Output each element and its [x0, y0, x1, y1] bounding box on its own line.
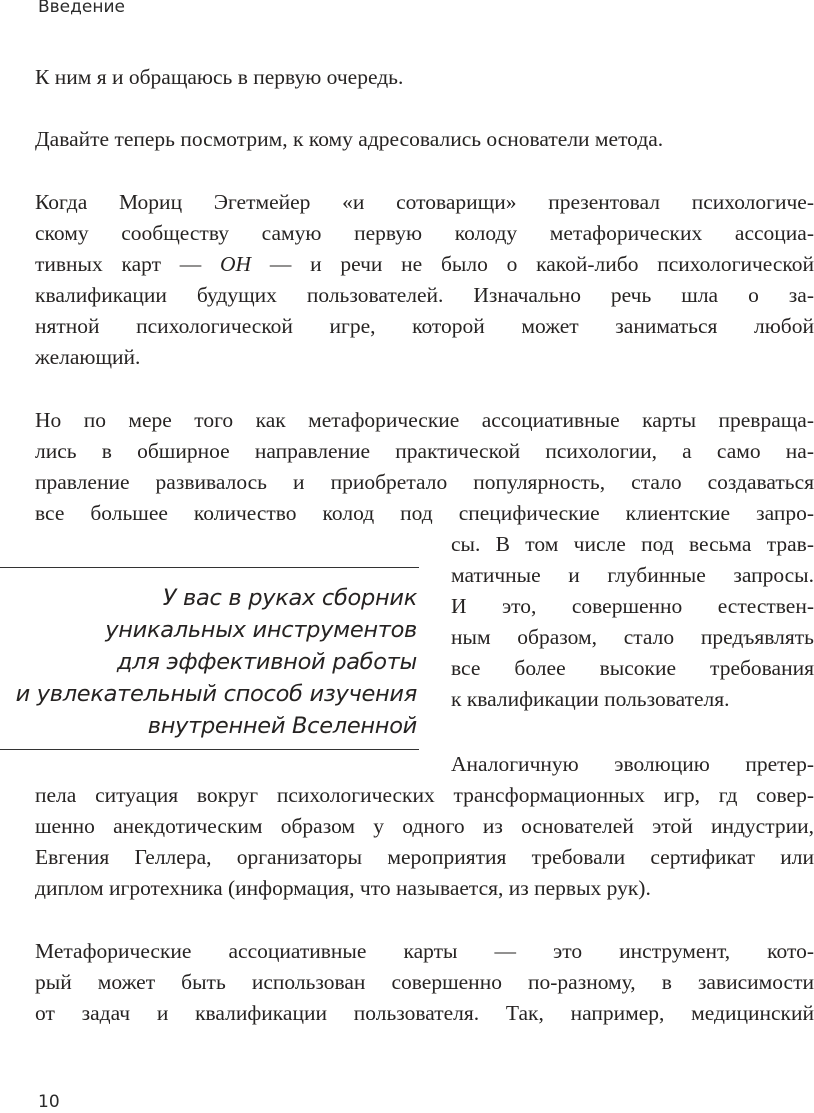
paragraph-line: к квалификации пользователя.	[451, 687, 730, 711]
paragraph-line: Аналогичную эволюцию претер-	[451, 752, 814, 776]
paragraph-line: рый может быть использован совершенно по-разному, в зависимости	[35, 970, 814, 994]
paragraph-line: шенно анекдотическим образом у одного из основателей этой индустрии,	[35, 814, 814, 838]
paragraph-line: диплом игротехника (информация, что называется, из первых рук).	[35, 876, 651, 900]
paragraph-line: Когда Мориц Эгетмейер «и сотоварищи» презентовал психологиче-	[35, 190, 814, 214]
running-header: Введение	[38, 0, 125, 17]
paragraph-line: квалификации будущих пользователей. Изначально речь шла о за-	[35, 283, 814, 307]
paragraph-line: Давайте теперь посмотрим, к кому адресовались основатели метода.	[35, 127, 664, 151]
paragraph-line: правление развивалось и приобретало популярность, стало создаваться	[35, 470, 814, 494]
paragraph-line: скому сообществу самую первую колоду метафорических ассоциа-	[35, 221, 814, 245]
pull-quote	[0, 567, 419, 750]
pull-quote-line: для эффективной работы	[116, 649, 417, 675]
paragraph-line: Евгения Геллера, организаторы мероприятия требовали сертификат или	[35, 845, 814, 869]
paragraph-line: желающий.	[35, 345, 141, 369]
pull-quote-line: У вас в руках сборник	[162, 585, 417, 611]
pull-quote-line: внутренней Вселенной	[147, 713, 417, 739]
paragraph-line: К ним я и обращаюсь в первую очередь.	[35, 65, 404, 89]
paragraph-line: пела ситуация вокруг психологических трансформационных игр, гд совер-	[35, 783, 814, 807]
paragraph-line: тивных карт — ОН — и речи не было о какой-либо психологической	[35, 252, 814, 276]
pull-quote-line: и увлекательный способ изучения	[15, 681, 417, 707]
paragraph-line: от задач и квалификации пользователя. Так, например, медицинский	[35, 1001, 814, 1025]
paragraph-line: все большее количество колод под специфические клиентские запро-	[35, 501, 814, 525]
paragraph-line: матичные и глубинные запросы.	[451, 563, 814, 587]
paragraph-line: ным образом, стало предъявлять	[451, 625, 814, 649]
paragraph-line: Метафорические ассоциативные карты — это инструмент, кото-	[35, 939, 814, 963]
pull-quote-line: уникальных инструментов	[105, 617, 417, 643]
paragraph-line: нятной психологической игре, которой может заниматься любой	[35, 314, 814, 338]
paragraph-line: сы. В том числе под весьма трав-	[451, 532, 814, 556]
paragraph-line: лись в обширное направление практической психологии, а само на-	[35, 439, 814, 463]
page-number: 10	[38, 1092, 60, 1112]
paragraph-line: И это, совершенно естествен-	[451, 594, 814, 618]
paragraph-line: все более высокие требования	[451, 656, 814, 680]
oh-deck-title: ОН	[220, 252, 252, 276]
paragraph-line: Но по мере того как метафорические ассоциативные карты превраща-	[35, 408, 814, 432]
